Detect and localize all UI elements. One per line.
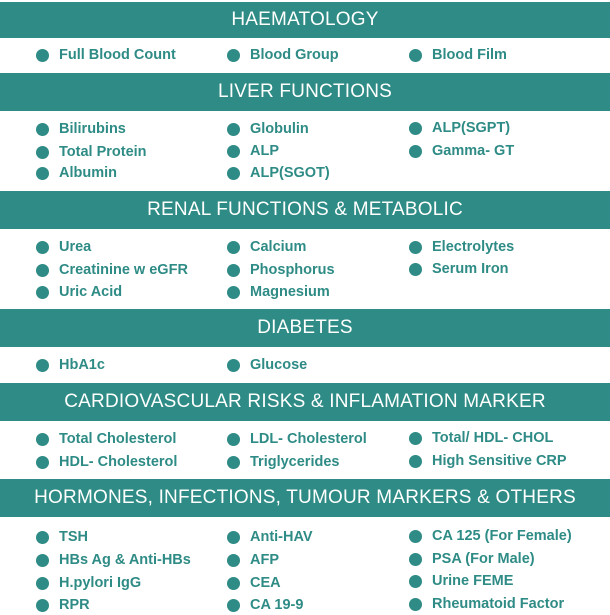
list-item: Albumin xyxy=(36,165,117,181)
list-item: H.pylori IgG xyxy=(36,575,141,591)
bullet-icon xyxy=(36,49,49,62)
bullet-icon xyxy=(227,123,240,136)
bullet-icon xyxy=(409,263,422,276)
list-item: AFP xyxy=(227,552,279,568)
bullet-icon xyxy=(36,577,49,590)
bullet-icon xyxy=(227,599,240,612)
list-item: CA 19-9 xyxy=(227,597,303,613)
list-item: RPR xyxy=(36,597,90,613)
section-header-renal-functions xyxy=(0,191,610,229)
list-item: CA 125 (For Female) xyxy=(409,528,572,544)
section-header-hormones xyxy=(0,479,610,517)
bullet-icon xyxy=(409,241,422,254)
section-title: DIABETES xyxy=(257,317,353,338)
bullet-icon xyxy=(409,553,422,566)
section-title: HAEMATOLOGY xyxy=(231,9,379,30)
section-header-diabetes xyxy=(0,309,610,347)
list-item: TSH xyxy=(36,529,88,545)
bullet-icon xyxy=(36,167,49,180)
list-item: Bilirubins xyxy=(36,121,126,137)
section-title: HORMONES, INFECTIONS, TUMOUR MARKERS & OTHERS xyxy=(34,487,576,508)
list-item: Triglycerides xyxy=(227,454,339,470)
list-item: Total Protein xyxy=(36,144,147,160)
list-item: ALP(SGOT) xyxy=(227,165,330,181)
bullet-icon xyxy=(227,554,240,567)
section-title: LIVER FUNCTIONS xyxy=(217,81,393,102)
list-item: Magnesium xyxy=(227,284,330,300)
list-item: Creatinine w eGFR xyxy=(36,262,188,278)
bullet-icon xyxy=(36,599,49,612)
bullet-icon xyxy=(227,531,240,544)
bullet-icon xyxy=(227,286,240,299)
bullet-icon xyxy=(409,49,422,62)
bullet-icon xyxy=(36,359,49,372)
list-item: Urea xyxy=(36,239,91,255)
section-header-liver-functions xyxy=(0,73,610,111)
list-item: High Sensitive CRP xyxy=(409,453,567,469)
bullet-icon xyxy=(227,359,240,372)
bullet-icon xyxy=(36,456,49,469)
list-item: Rheumatoid Factor xyxy=(409,596,564,612)
bullet-icon xyxy=(227,456,240,469)
bullet-icon xyxy=(227,145,240,158)
list-item: Total/ HDL- CHOL xyxy=(409,430,553,446)
list-item: Gamma- GT xyxy=(409,143,514,159)
bullet-icon xyxy=(409,122,422,135)
section-header-haematology xyxy=(0,2,610,38)
bullet-icon xyxy=(227,264,240,277)
bullet-icon xyxy=(36,241,49,254)
bullet-icon xyxy=(36,264,49,277)
bullet-icon xyxy=(227,49,240,62)
bullet-icon xyxy=(227,433,240,446)
bullet-icon xyxy=(36,531,49,544)
list-item: ALP(SGPT) xyxy=(409,120,510,136)
list-item: Total Cholesterol xyxy=(36,431,176,447)
list-item: ALP xyxy=(227,143,279,159)
list-item: HDL- Cholesterol xyxy=(36,454,177,470)
bullet-icon xyxy=(227,241,240,254)
list-item: Urine FEME xyxy=(409,573,513,589)
bullet-icon xyxy=(227,167,240,180)
list-item: Blood Group xyxy=(227,47,339,63)
section-title: RENAL FUNCTIONS & METABOLIC xyxy=(147,199,463,220)
list-item: Globulin xyxy=(227,121,309,137)
list-item: Phosphorus xyxy=(227,262,335,278)
bullet-icon xyxy=(409,530,422,543)
list-item: LDL- Cholesterol xyxy=(227,431,367,447)
bullet-icon xyxy=(36,146,49,159)
bullet-icon xyxy=(409,598,422,611)
bullet-icon xyxy=(36,433,49,446)
bullet-icon xyxy=(36,123,49,136)
list-item: HBs Ag & Anti-HBs xyxy=(36,552,191,568)
list-item: Blood Film xyxy=(409,47,507,63)
list-item: Uric Acid xyxy=(36,284,122,300)
list-item: Electrolytes xyxy=(409,239,514,255)
list-item: HbA1c xyxy=(36,357,105,373)
section-header-cardiovascular xyxy=(0,383,610,421)
list-item: Full Blood Count xyxy=(36,47,176,63)
bullet-icon xyxy=(409,432,422,445)
bullet-icon xyxy=(409,575,422,588)
list-item: Anti-HAV xyxy=(227,529,313,545)
bullet-icon xyxy=(227,577,240,590)
bullet-icon xyxy=(409,145,422,158)
section-title: CARDIOVASCULAR RISKS & INFLAMATION MARKER xyxy=(64,391,546,412)
list-item: Glucose xyxy=(227,357,307,373)
bullet-icon xyxy=(36,554,49,567)
list-item: Calcium xyxy=(227,239,306,255)
list-item: Serum Iron xyxy=(409,261,509,277)
list-item: CEA xyxy=(227,575,281,591)
list-item: PSA (For Male) xyxy=(409,551,535,567)
bullet-icon xyxy=(36,286,49,299)
bullet-icon xyxy=(409,455,422,468)
